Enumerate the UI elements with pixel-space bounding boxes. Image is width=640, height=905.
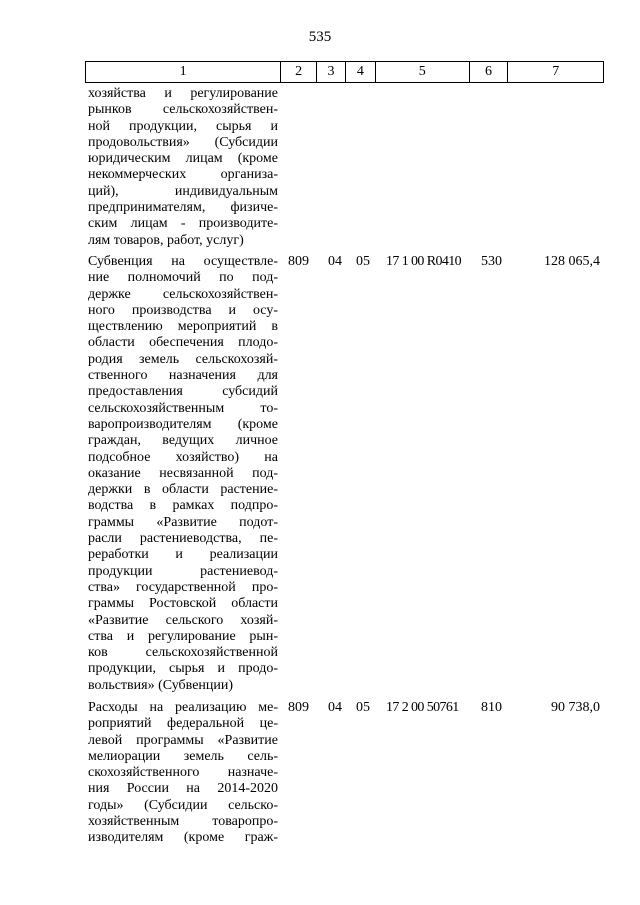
description-line: ства» государственной про- (88, 579, 278, 595)
target-article-code: 17 1 00 R0410 (386, 254, 462, 269)
description-line: продовольствия» (Субсидии (88, 134, 278, 150)
ministry-code: 809 (288, 700, 309, 715)
description-line: лям товаров, работ, услуг) (88, 232, 244, 248)
description-line: ние полномочий по под- (88, 270, 278, 286)
description-line: ков сельскохозяйственной (88, 645, 278, 661)
description-line: продукции растениевод- (88, 563, 278, 579)
description-line: реработки и реализации (88, 547, 278, 563)
description-line: варопроизводителям (кроме (88, 416, 278, 432)
description-line: ским лицам - производите- (88, 216, 278, 232)
description-line: области обеспечения плодо- (88, 335, 278, 351)
description-line: предоставления субсидий (88, 384, 278, 400)
description-line: ной продукции, сырья и (88, 118, 278, 134)
header-col-6: 6 (470, 62, 509, 82)
description-line: скохозяйственного назначе- (88, 765, 278, 781)
description-line: годы» (Субсидии сельско- (88, 797, 278, 813)
section-code: 04 (328, 700, 342, 715)
description-line: ственного назначения для (88, 368, 278, 384)
description-line: держке сельскохозяйствен- (88, 286, 278, 302)
description-line: мелиорации земель сель- (88, 748, 278, 764)
row-description (88, 254, 278, 694)
description-line: граммы «Развитие подот- (88, 514, 278, 530)
description-line: ния России на 2014-2020 (88, 781, 278, 797)
description-line: подсобное хозяйство) на (88, 449, 278, 465)
description-line: граммы Ростовской области (88, 596, 278, 612)
description-line: изводителям (кроме граж- (88, 830, 278, 846)
description-line: роприятий федеральной це- (88, 716, 278, 732)
description-line: Субвенция на осуществле- (88, 254, 278, 269)
subsection-code: 05 (356, 700, 370, 715)
description-line: держки в области растение- (88, 482, 278, 498)
table-header (85, 61, 604, 83)
description-line: ного производства и осу- (88, 302, 278, 318)
row-description (88, 86, 278, 249)
header-col-4: 4 (346, 62, 376, 82)
expense-type-code: 810 (481, 700, 502, 715)
description-line: юридическим лицам (кроме (88, 151, 278, 167)
description-line: граждан, ведущих личное (88, 433, 278, 449)
row-description (88, 700, 278, 847)
description-line: Расходы на реализацию ме- (88, 700, 278, 715)
header-col-3: 3 (317, 62, 346, 82)
description-line: хозяйственным товаропро- (88, 814, 278, 830)
header-col-7: 7 (552, 64, 560, 79)
description-line: ций), индивидуальным (88, 183, 278, 199)
description-line: предпринимателям, физиче- (88, 200, 278, 216)
description-line: хозяйства и регулирование (88, 86, 278, 101)
description-line: оказание несвязанной под- (88, 465, 278, 481)
header-col-5: 5 (376, 62, 470, 82)
expense-type-code: 530 (481, 254, 502, 269)
description-line: ществлению мероприятий в (88, 319, 278, 335)
description-line: расли растениеводства, пе- (88, 531, 278, 547)
description-line: родия земель сельскохозяй- (88, 351, 278, 367)
header-col-2: 2 (281, 62, 317, 82)
subsection-code: 05 (356, 254, 370, 269)
description-line: рынков сельскохозяйствен- (88, 102, 278, 118)
description-line: продукции, сырья и продо- (88, 661, 278, 677)
description-line: ства и регулирование рын- (88, 628, 278, 644)
amount-value: 90 738,0 (551, 700, 600, 715)
ministry-code: 809 (288, 254, 309, 269)
page-number: 535 (308, 29, 332, 45)
description-line: левой программы «Развитие (88, 732, 278, 748)
description-line: водства в рамках подпро- (88, 498, 278, 514)
target-article-code: 17 2 00 50761 (386, 700, 459, 715)
description-line: «Развитие сельского хозяй- (88, 612, 278, 628)
description-line: вольствия» (Субвенции) (88, 677, 234, 693)
header-col-1: 1 (86, 62, 281, 82)
description-line: некоммерческих организа- (88, 167, 278, 183)
description-line: сельскохозяйственным то- (88, 400, 278, 416)
section-code: 04 (328, 254, 342, 269)
amount-value: 128 065,4 (544, 254, 600, 269)
